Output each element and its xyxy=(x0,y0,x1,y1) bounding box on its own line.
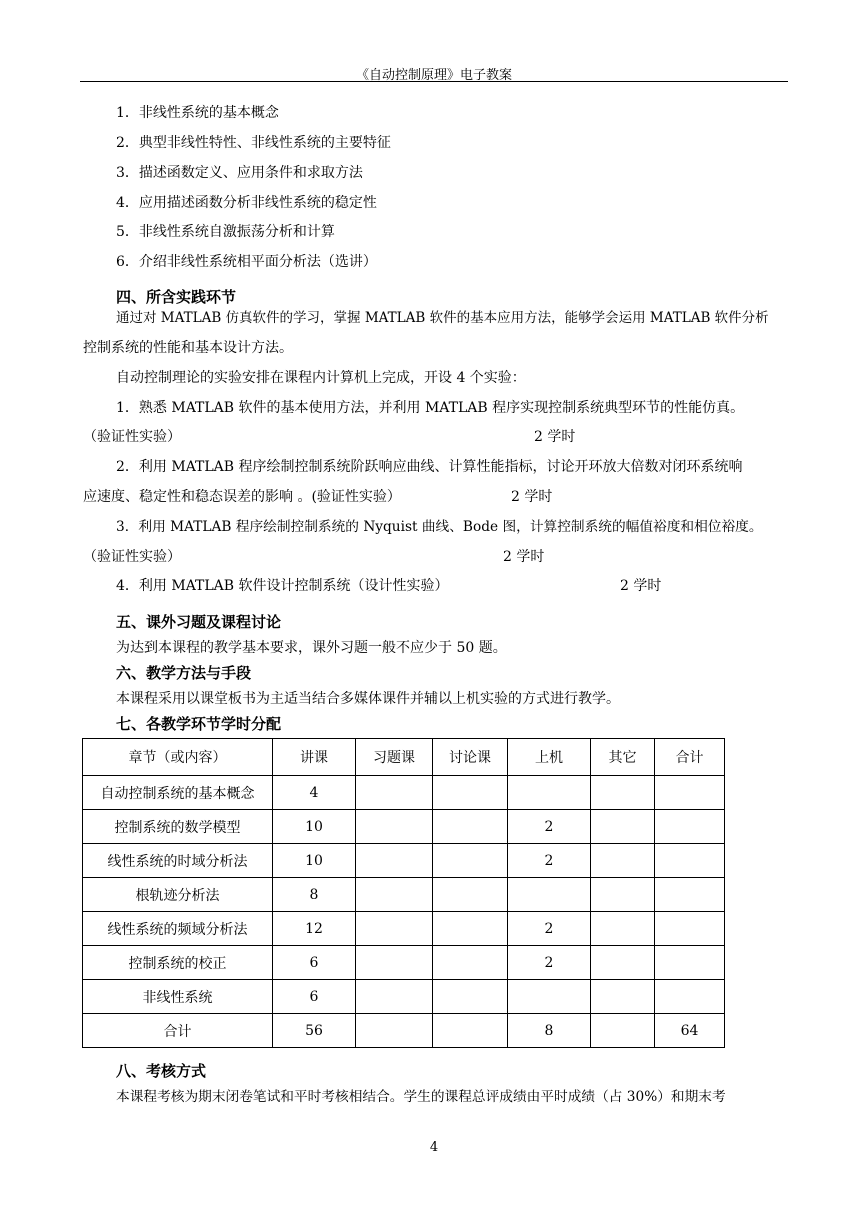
column-header-chapter: 章节（或内容） xyxy=(83,739,273,776)
table-cell: 2 xyxy=(508,810,591,844)
table-cell: 非线性系统 xyxy=(83,980,273,1014)
table-cell xyxy=(591,980,655,1014)
column-header-lab: 上机 xyxy=(508,739,591,776)
table-cell xyxy=(591,946,655,980)
table-cell xyxy=(356,776,433,810)
table-row xyxy=(83,844,725,878)
table-cell: 10 xyxy=(273,844,356,878)
table-cell: 线性系统的频域分析法 xyxy=(83,912,273,946)
table-row xyxy=(83,776,725,810)
section-4-title: 四、所含实践环节 xyxy=(116,288,237,306)
table-cell: 64 xyxy=(655,1014,725,1048)
table-cell: 控制系统的校正 xyxy=(83,946,273,980)
column-header-other: 其它 xyxy=(591,739,655,776)
experiment-3-type: （验证性实验） xyxy=(83,549,181,565)
table-cell: 4 xyxy=(273,776,356,810)
table-cell xyxy=(655,912,725,946)
document-header: 《自动控制原理》电子教案 xyxy=(355,68,512,83)
table-cell xyxy=(655,980,725,1014)
table-cell xyxy=(356,980,433,1014)
experiment-4: 4．利用 MATLAB 软件设计控制系统（设计性实验） xyxy=(116,578,449,594)
column-header-exercise: 习题课 xyxy=(356,739,433,776)
table-cell: 自动控制系统的基本概念 xyxy=(83,776,273,810)
table-cell: 12 xyxy=(273,912,356,946)
table-cell xyxy=(356,1014,433,1048)
table-cell: 合计 xyxy=(83,1014,273,1048)
table-row xyxy=(83,810,725,844)
hours-allocation-table xyxy=(82,738,725,1048)
table-cell: 6 xyxy=(273,946,356,980)
section-4-intro: 通过对 MATLAB 仿真软件的学习，掌握 MATLAB 软件的基本应用方法，能够学会运用 MATLAB 软件分析 xyxy=(116,310,769,326)
table-cell xyxy=(433,878,508,912)
table-row xyxy=(83,912,725,946)
table-cell xyxy=(591,1014,655,1048)
section-5-text: 为达到本课程的教学基本要求，课外习题一般不应少于 50 题。 xyxy=(116,640,507,656)
table-cell: 线性系统的时域分析法 xyxy=(83,844,273,878)
table-row xyxy=(83,878,725,912)
table-header-row xyxy=(83,739,725,776)
objective-item: 4．应用描述函数分析非线性系统的稳定性 xyxy=(116,195,377,211)
table-row xyxy=(83,946,725,980)
column-header-total: 合计 xyxy=(655,739,725,776)
objective-item: 6．介绍非线性系统相平面分析法（选讲） xyxy=(116,254,377,270)
table-cell xyxy=(591,912,655,946)
section-7-title: 七、各教学环节学时分配 xyxy=(116,715,282,733)
table-cell xyxy=(655,776,725,810)
table-cell: 控制系统的数学模型 xyxy=(83,810,273,844)
table-cell xyxy=(356,912,433,946)
table-cell: 56 xyxy=(273,1014,356,1048)
table-cell: 8 xyxy=(273,878,356,912)
table-row-total xyxy=(83,1014,725,1048)
table-cell xyxy=(655,810,725,844)
objective-item: 5．非线性系统自激振荡分析和计算 xyxy=(116,224,335,240)
table-cell: 2 xyxy=(508,912,591,946)
table-cell xyxy=(356,946,433,980)
table-cell xyxy=(508,878,591,912)
experiment-arrangement: 自动控制理论的实验安排在课程内计算机上完成，开设 4 个实验： xyxy=(116,370,526,386)
table-cell: 8 xyxy=(508,1014,591,1048)
table-cell xyxy=(655,844,725,878)
column-header-discussion: 讨论课 xyxy=(433,739,508,776)
section-6-title: 六、教学方法与手段 xyxy=(116,664,252,682)
table-cell xyxy=(591,878,655,912)
experiment-4-hours: 2 学时 xyxy=(620,578,662,594)
header-divider xyxy=(80,81,788,82)
table-cell xyxy=(433,980,508,1014)
experiment-1: 1．熟悉 MATLAB 软件的基本使用方法，并利用 MATLAB 程序实现控制系统典型环节的性能仿真。 xyxy=(116,400,745,416)
experiment-3-hours: 2 学时 xyxy=(503,549,545,565)
section-8-title: 八、考核方式 xyxy=(116,1062,207,1080)
table-cell xyxy=(433,912,508,946)
table-cell xyxy=(591,844,655,878)
section-5-title: 五、课外习题及课程讨论 xyxy=(116,613,282,631)
table-cell xyxy=(433,946,508,980)
table-cell: 10 xyxy=(273,810,356,844)
page-number: 4 xyxy=(429,1140,439,1155)
section-8-text: 本课程考核为期末闭卷笔试和平时考核相结合。学生的课程总评成绩由平时成绩（占 30%）和期末考 xyxy=(116,1089,726,1105)
objective-item: 2．典型非线性特性、非线性系统的主要特征 xyxy=(116,135,391,151)
table-cell xyxy=(508,980,591,1014)
table-cell xyxy=(356,810,433,844)
table-cell xyxy=(591,776,655,810)
table-cell: 6 xyxy=(273,980,356,1014)
table-cell xyxy=(433,1014,508,1048)
experiment-2-cont: 应速度、稳定性和稳态误差的影响 。(验证性实验） xyxy=(83,489,401,505)
objective-item: 3．描述函数定义、应用条件和求取方法 xyxy=(116,165,363,181)
experiment-2-hours: 2 学时 xyxy=(511,489,553,505)
table-cell xyxy=(433,844,508,878)
table-cell xyxy=(433,776,508,810)
table-cell xyxy=(356,878,433,912)
table-cell: 2 xyxy=(508,844,591,878)
section-4-intro-cont: 控制系统的性能和基本设计方法。 xyxy=(83,340,293,356)
table-cell: 2 xyxy=(508,946,591,980)
experiment-1-type: （验证性实验） xyxy=(83,429,181,445)
table-cell: 根轨迹分析法 xyxy=(83,878,273,912)
table-cell xyxy=(655,946,725,980)
table-cell xyxy=(591,810,655,844)
experiment-1-hours: 2 学时 xyxy=(534,429,576,445)
column-header-lecture: 讲课 xyxy=(273,739,356,776)
experiment-2: 2．利用 MATLAB 程序绘制控制系统阶跃响应曲线、计算性能指标，讨论开环放大倍数对闭环系统响 xyxy=(116,459,743,475)
objective-item: 1．非线性系统的基本概念 xyxy=(116,105,279,121)
experiment-3: 3．利用 MATLAB 程序绘制控制系统的 Nyquist 曲线、Bode 图，计算控制系统的幅值裕度和相位裕度。 xyxy=(116,519,763,535)
table-cell xyxy=(356,844,433,878)
section-6-text: 本课程采用以课堂板书为主适当结合多媒体课件并辅以上机实验的方式进行教学。 xyxy=(116,691,620,707)
table-row xyxy=(83,980,725,1014)
table-cell xyxy=(655,878,725,912)
table-cell xyxy=(508,776,591,810)
table-cell xyxy=(433,810,508,844)
